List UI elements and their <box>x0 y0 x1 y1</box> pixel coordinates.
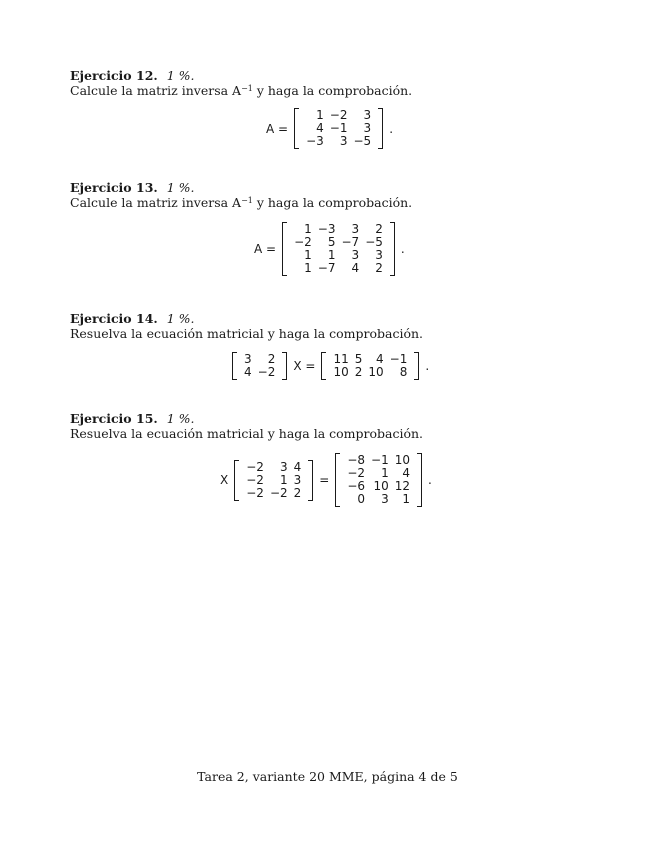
matrix-cell: −2 <box>246 485 264 500</box>
equation-period: . <box>389 121 394 136</box>
matrix-cell: 2 <box>293 485 302 500</box>
exercise-14 <box>70 311 590 341</box>
exercise-instruction: Resuelva la ecuación matricial y haga la comprobación. <box>70 326 424 341</box>
matrix-cell: −1 <box>389 352 408 366</box>
matrix-cell: 10 <box>394 453 411 467</box>
exercise-percent: 1 %. <box>166 180 195 195</box>
matrix-cell: 2 <box>354 365 363 379</box>
matrix-row <box>243 487 304 500</box>
matrix-cell: 4 <box>244 365 252 379</box>
matrix-cell: −2 <box>329 108 348 122</box>
matrix-cell: 10 <box>373 479 389 493</box>
matrix-cell: −2 <box>347 466 366 480</box>
matrix-a <box>294 108 383 149</box>
exercise-title: Ejercicio 12. <box>70 68 158 83</box>
matrix-cell: 12 <box>394 479 411 493</box>
matrix-cell: −5 <box>365 235 383 249</box>
result-matrix <box>321 352 419 380</box>
matrix-row <box>330 366 410 379</box>
matrix-cell: 1 <box>327 248 336 262</box>
matrix-cell: −2 <box>246 472 264 487</box>
matrix-cell: 5 <box>327 235 336 249</box>
matrix-cell: 3 <box>375 248 383 262</box>
matrix-cell: 4 <box>402 466 411 480</box>
matrix-cell: 1 <box>304 261 312 275</box>
exercise-percent: 1 %. <box>166 68 195 83</box>
matrix-cell: 2 <box>375 261 383 275</box>
matrix-row <box>344 493 413 506</box>
matrix-cell: 4 <box>376 352 384 366</box>
matrix-cell: 3 <box>351 248 360 262</box>
matrix-row <box>243 461 304 474</box>
matrix-cell: −2 <box>246 459 264 474</box>
exercise-15 <box>70 411 590 441</box>
matrix-cell: 1 <box>280 472 288 487</box>
matrix-row <box>241 366 278 379</box>
equation-15 <box>216 453 432 507</box>
matrix-cell: 1 <box>381 466 389 480</box>
matrix-cell: −5 <box>353 134 372 148</box>
matrix-cell: −1 <box>371 453 389 467</box>
equation-period: . <box>400 242 405 256</box>
equation-14 <box>230 352 429 380</box>
matrix-label: A = <box>254 242 277 256</box>
matrix-cell: 0 <box>357 492 366 506</box>
matrix-cell: 1 <box>304 248 312 262</box>
matrix-row <box>291 262 386 275</box>
matrix-cell: −2 <box>257 365 276 379</box>
matrix-cell: 2 <box>375 222 383 236</box>
matrix-label: A = <box>266 121 289 136</box>
matrix-cell: 4 <box>293 459 302 474</box>
exercise-instruction: Resuelva la ecuación matricial y haga la comprobación. <box>70 426 424 441</box>
matrix-cell: 3 <box>280 459 288 474</box>
matrix-cell: −3 <box>317 222 336 236</box>
exercise-title: Ejercicio 13. <box>70 180 158 195</box>
exercise-instruction: Calcule la matriz inversa $A^{-1}$ y haga la comprobación. <box>70 195 413 210</box>
matrix-cell: 3 <box>244 352 252 366</box>
exercise-title: Ejercicio 14. <box>70 311 158 326</box>
equation-middle: X = <box>293 359 316 373</box>
matrix-cell: 3 <box>351 222 360 236</box>
matrix-cell: 4 <box>316 121 324 135</box>
exercise-percent: 1 %. <box>166 411 195 426</box>
matrix-row <box>243 474 304 487</box>
matrix-cell: −7 <box>317 261 336 275</box>
equation-period: . <box>425 359 430 373</box>
matrix-cell: −7 <box>341 235 360 249</box>
matrix-cell: 8 <box>399 365 408 379</box>
exercise-title: Ejercicio 15. <box>70 411 158 426</box>
page-footer: Tarea 2, variante 20 MME, página 4 de 5 <box>197 769 458 784</box>
matrix-cell: 4 <box>351 261 360 275</box>
matrix-cell: 1 <box>402 492 411 506</box>
equation-12 <box>262 108 393 149</box>
matrix-label: X <box>220 473 229 487</box>
exercise-percent: 1 %. <box>166 311 195 326</box>
matrix-cell: 3 <box>293 472 302 487</box>
matrix-cell: 3 <box>381 492 389 506</box>
matrix-cell: −6 <box>347 479 366 493</box>
exercise-13 <box>70 180 590 210</box>
matrix-cell: −2 <box>269 485 288 500</box>
coefficient-matrix <box>234 460 313 501</box>
matrix-cell: −8 <box>347 453 366 467</box>
matrix-cell: −2 <box>294 235 312 249</box>
exercise-12 <box>70 68 590 98</box>
matrix-cell: 3 <box>363 108 372 122</box>
matrix-cell: 1 <box>304 222 312 236</box>
matrix-cell: 2 <box>267 352 276 366</box>
matrix-cell: 3 <box>339 134 348 148</box>
matrix-cell: 1 <box>316 108 324 122</box>
equation-period: . <box>428 473 432 487</box>
matrix-cell: 11 <box>333 352 349 366</box>
matrix-a <box>282 222 395 276</box>
matrix-cell: 10 <box>333 365 349 379</box>
matrix-cell: 5 <box>354 352 363 366</box>
matrix-row <box>303 135 374 148</box>
exercise-instruction: Calcule la matriz inversa $A^{-1}$ y haga la comprobación. <box>70 83 413 98</box>
matrix-cell: −1 <box>329 121 348 135</box>
matrix-cell: −3 <box>306 134 324 148</box>
coefficient-matrix <box>232 352 287 380</box>
equation-middle: = <box>319 473 330 487</box>
result-matrix <box>335 453 422 507</box>
matrix-cell: 10 <box>368 365 384 379</box>
matrix-cell: 3 <box>363 121 372 135</box>
equation-13 <box>250 222 405 276</box>
